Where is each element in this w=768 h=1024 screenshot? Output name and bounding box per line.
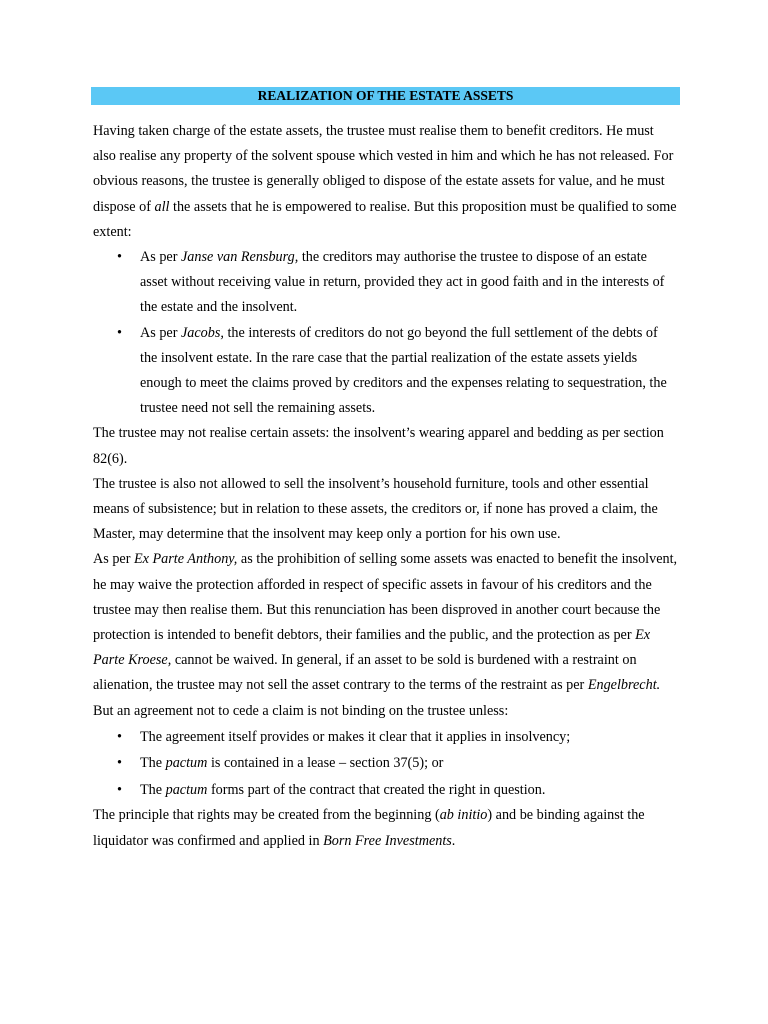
text: As per	[140, 249, 181, 266]
bullet-icon: •	[117, 728, 122, 745]
text: The agreement itself provides or makes it clear that it applies in insolvency;	[140, 728, 571, 745]
text: the interests of creditors do not go beyond the full settlement of the debts of the insolvent estate. In the rare case that the partial realization of the estate assets yields enough to meet the claims proved by creditors and the expenses relating to sequestration, the trustee need not sell the remaining assets.	[140, 324, 667, 417]
text: Having taken charge of the estate assets, the trustee must realise them to benefit creditors. He must also realise any property of the solvent spouse which vested in him and which he has not released. For obvious reasons, the trustee is generally obliged to dispose of the estate assets for value, and he must dispose of	[93, 123, 674, 215]
text: The	[140, 755, 166, 772]
bullet-icon: •	[117, 781, 122, 798]
text: the creditors may authorise the trustee to dispose of an estate asset without receiving value in return, provided they act in good faith and in the interests of the estate and the insolvent.	[140, 249, 665, 316]
list-item	[93, 321, 678, 422]
text: as the prohibition of selling some assets was enacted to benefit the insolvent, he may waive the protection afforded in respect of specific assets in favour of his creditors and the trustee may then realise them. But this renunciation has been disproved in another court because the protection is intended to benefit debtors, their families and the public, and the protection as per	[93, 551, 678, 644]
text: the assets that he is empowered to realise. But this proposition must be qualified to some extent:	[93, 198, 677, 240]
bullet-list-conditions	[93, 724, 678, 804]
text: forms part of the contract that created the right in question.	[207, 781, 546, 798]
case-name: Janse van Rensburg,	[180, 249, 299, 266]
emphasis: ab initio	[439, 807, 488, 824]
case-name: Jacobs,	[180, 324, 224, 341]
emphasis: pactum	[165, 755, 208, 772]
bullet-icon: •	[117, 324, 122, 341]
text: As per	[140, 324, 181, 341]
paragraph-ab-initio	[93, 803, 678, 853]
case-name: Born Free Investments	[323, 832, 452, 849]
bullet-icon: •	[117, 755, 122, 772]
emphasis: all	[154, 198, 170, 215]
paragraph-apparel: The trustee may not realise certain assets: the insolvent’s wearing apparel and bedding as per section 82(6).	[93, 425, 664, 467]
text: cannot be waived. In general, if an asset to be sold is burdened with a restraint on alienation, the trustee may not sell the asset contrary to the terms of the restraint as per	[93, 652, 637, 694]
text: ) and be binding against the liquidator was confirmed and applied in	[93, 807, 645, 849]
emphasis: pactum	[165, 781, 208, 798]
text: The principle that rights may be created from the beginning (	[93, 807, 440, 824]
paragraph-waiver	[93, 547, 678, 723]
bullet-list-cases	[93, 245, 678, 421]
text: But an agreement not to cede a claim is not binding on the trustee unless:	[93, 702, 509, 719]
bullet-icon: •	[117, 249, 122, 266]
case-name: Ex Parte Kroese,	[93, 627, 651, 669]
paragraph-furniture: The trustee is also not allowed to sell the insolvent’s household furniture, tools and other essential means of subsistence; but in relation to these assets, the creditors or, if none has proved a claim, the Master, may determine that the insolvent may keep only a portion for his own use.	[93, 475, 658, 543]
case-name: Ex Parte Anthony,	[133, 551, 238, 568]
text: .	[451, 832, 456, 849]
list-item	[93, 750, 678, 777]
document-body	[93, 87, 678, 854]
text: is contained in a lease – section 37(5); or	[207, 755, 444, 772]
case-name: Engelbrecht.	[587, 677, 661, 694]
text: The	[140, 781, 166, 798]
page-title: REALIZATION OF THE ESTATE ASSETS	[91, 87, 680, 105]
list-item	[93, 777, 678, 804]
list-item	[93, 245, 678, 321]
paragraph-intro	[93, 119, 678, 245]
text: As per	[93, 551, 134, 568]
list-item	[93, 724, 678, 751]
